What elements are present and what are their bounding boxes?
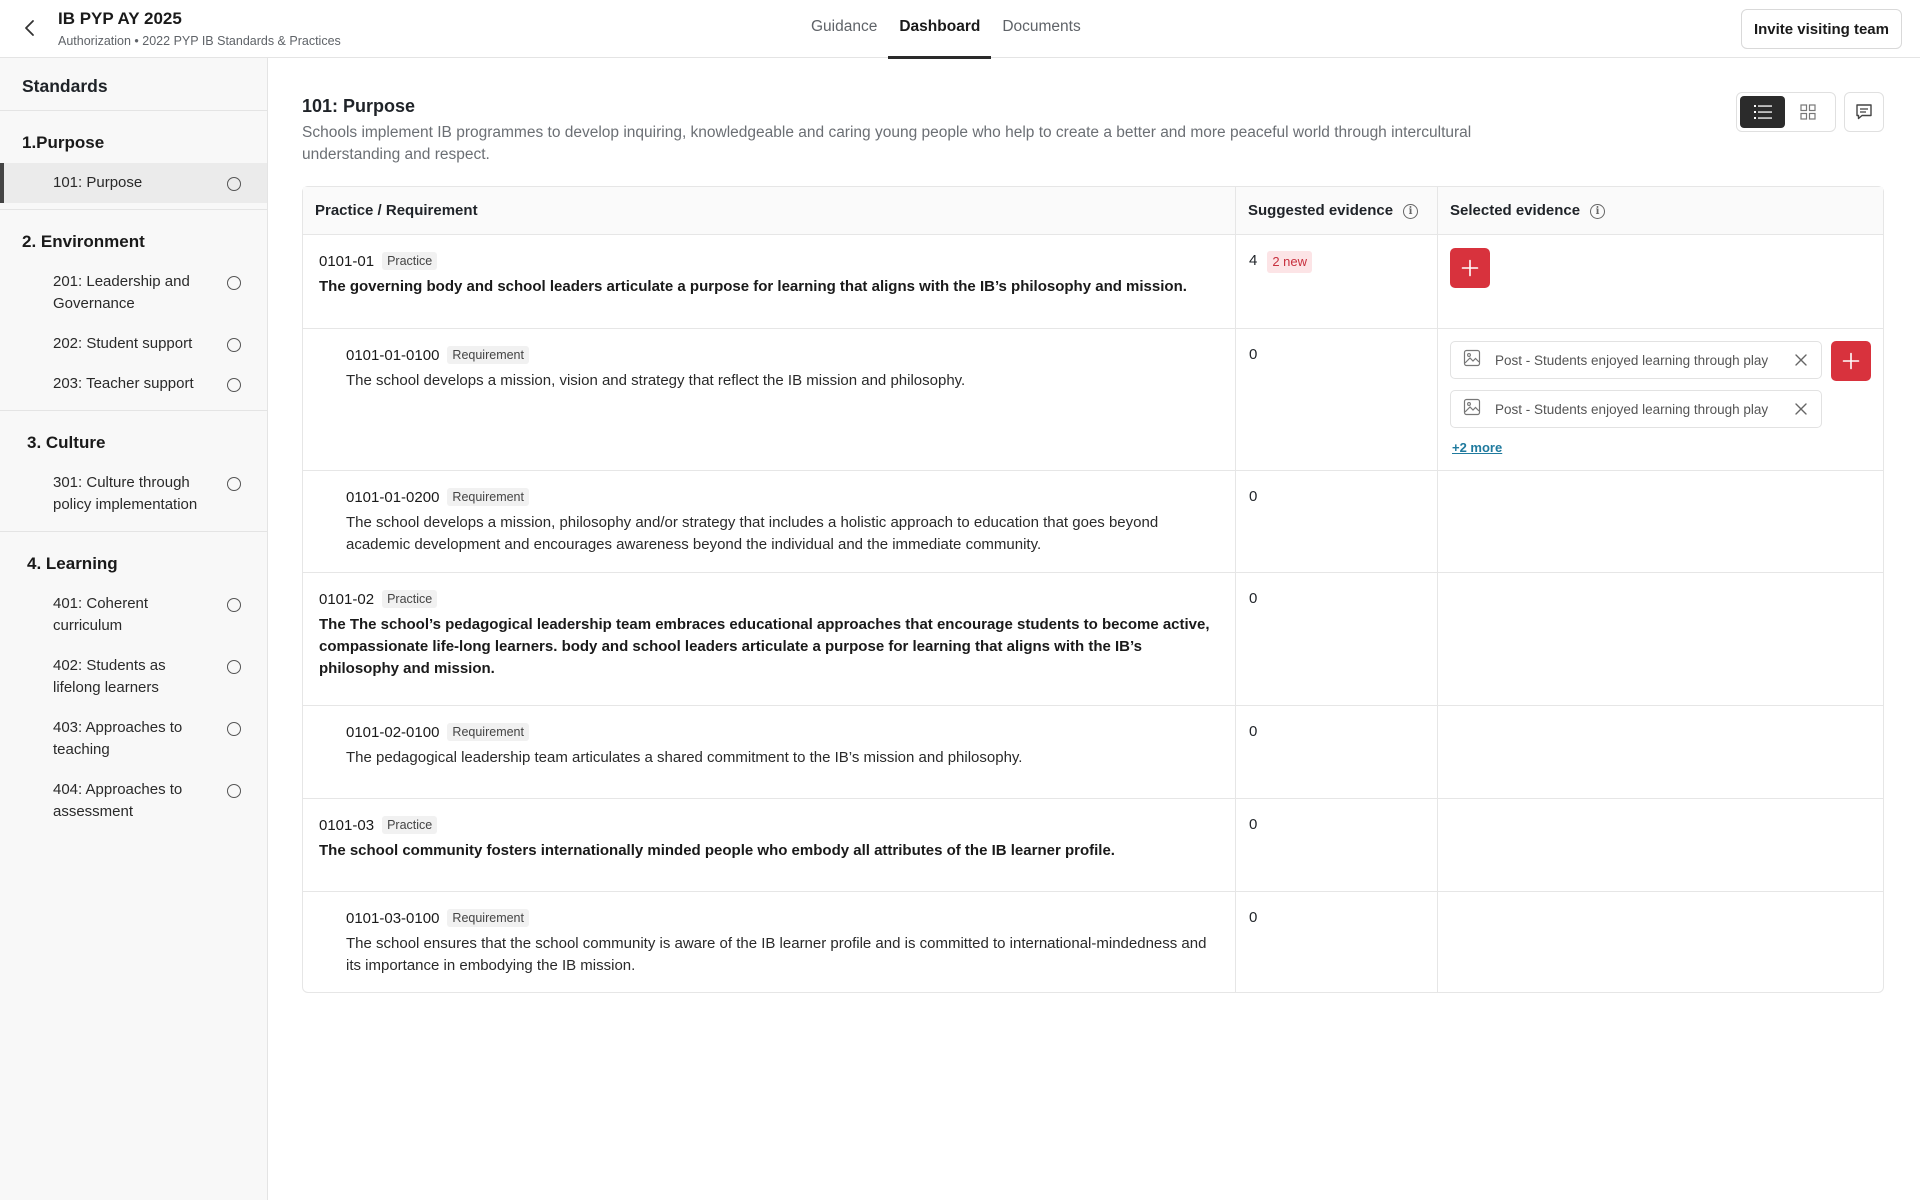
standards-table	[302, 186, 1884, 993]
requirement-code: 0101-03-0100	[346, 909, 440, 927]
invite-visiting-team-button[interactable]: Invite visiting team	[1741, 9, 1902, 49]
sidebar-title: Standards	[0, 58, 267, 111]
sidebar-item-label: 403: Approaches to teaching	[53, 719, 183, 758]
table-row	[303, 799, 1883, 892]
column-header-label: Suggested evidence	[1248, 202, 1394, 219]
practice-code: 0101-03	[319, 816, 375, 834]
selected-cell	[1438, 573, 1883, 705]
sidebar-section-title: 4. Learning	[27, 554, 118, 573]
info-icon[interactable]: i	[1590, 204, 1605, 219]
new-badge: 2 new	[1267, 251, 1312, 273]
selected-cell	[1438, 235, 1883, 328]
page-description: Schools implement IB programmes to develop inquiring, knowledgeable and caring young people who help to create a better and more peaceful world through intercultural understanding and respect.	[302, 124, 1472, 163]
selected-cell	[1438, 799, 1883, 891]
sidebar-section-title: 1.Purpose	[22, 133, 105, 152]
close-icon[interactable]	[1793, 352, 1809, 368]
type-tag: Requirement	[447, 488, 529, 506]
table-header-row	[303, 187, 1883, 235]
practice-cell	[303, 235, 1236, 328]
sidebar-item-label: 101: Purpose	[53, 174, 143, 191]
suggested-count: 0	[1249, 590, 1258, 607]
grid-view-icon[interactable]	[1785, 96, 1830, 128]
type-tag: Practice	[382, 816, 437, 834]
sidebar-section-learning	[0, 532, 267, 838]
column-header-label: Practice / Requirement	[315, 202, 478, 219]
column-header-label: Selected evidence	[1450, 202, 1581, 219]
status-circle-icon	[227, 598, 241, 612]
suggested-cell	[1236, 471, 1438, 572]
selected-cell	[1438, 892, 1883, 992]
image-icon	[1463, 349, 1481, 372]
standards-sidebar	[0, 58, 268, 1200]
table-row	[303, 706, 1883, 799]
evidence-label: Post - Students enjoyed learning through play	[1495, 401, 1769, 417]
table-row	[303, 329, 1883, 471]
sidebar-item-301-culture[interactable]	[0, 463, 267, 525]
add-evidence-button[interactable]	[1450, 248, 1490, 288]
type-tag: Requirement	[447, 346, 529, 364]
suggested-count: 0	[1249, 723, 1258, 740]
comment-icon[interactable]	[1844, 92, 1884, 132]
sidebar-section-culture	[0, 411, 267, 532]
sidebar-item-label: 301: Culture through policy implementation	[53, 474, 198, 513]
type-tag: Practice	[382, 252, 437, 270]
status-circle-icon	[227, 378, 241, 392]
evidence-chip[interactable]	[1450, 390, 1822, 428]
sidebar-item-201-leadership[interactable]	[0, 262, 267, 324]
type-tag: Practice	[382, 590, 437, 608]
sidebar-section-title: 3. Culture	[27, 433, 106, 452]
suggested-cell	[1236, 799, 1438, 891]
evidence-label: Post - Students enjoyed learning through play	[1495, 352, 1769, 368]
page-title: 101: Purpose	[302, 96, 416, 116]
sidebar-item-202-student-support[interactable]	[0, 324, 267, 364]
table-row	[303, 573, 1883, 706]
tab-documents[interactable]: Documents	[1002, 18, 1081, 35]
column-header-selected	[1438, 187, 1883, 234]
sidebar-item-label: 404: Approaches to assessment	[53, 781, 183, 820]
list-view-icon[interactable]	[1740, 96, 1785, 128]
sidebar-item-label: 201: Leadership and Governance	[53, 273, 190, 312]
sidebar-item-label: 202: Student support	[53, 335, 193, 352]
sidebar-item-label: 401: Coherent curriculum	[53, 595, 149, 634]
requirement-text: The school develops a mission, philosophy and/or strategy that includes a holistic approach to education that goes beyond academic development and encourages awareness beyond the individual and the immediate community.	[346, 514, 1159, 553]
requirement-code: 0101-01-0100	[346, 346, 440, 364]
more-evidence-link[interactable]: +2 more	[1452, 440, 1503, 455]
practice-cell	[303, 799, 1236, 891]
requirement-code: 0101-02-0100	[346, 723, 440, 741]
suggested-cell	[1236, 235, 1438, 328]
suggested-count: 0	[1249, 816, 1258, 833]
table-row	[303, 235, 1883, 329]
requirement-code: 0101-01-0200	[346, 488, 440, 506]
suggested-cell	[1236, 329, 1438, 470]
sidebar-section-purpose	[0, 111, 267, 210]
practice-code: 0101-02	[319, 590, 375, 608]
requirement-text: The school develops a mission, vision and strategy that reflect the IB mission and philosophy.	[346, 372, 966, 389]
main-content	[268, 58, 1920, 1200]
sidebar-item-203-teacher-support[interactable]	[0, 364, 267, 404]
close-icon[interactable]	[1793, 401, 1809, 417]
tab-guidance[interactable]: Guidance	[811, 18, 878, 35]
sidebar-item-101-purpose[interactable]	[0, 163, 267, 203]
sidebar-item-401-coherent-curriculum[interactable]	[0, 584, 267, 646]
sidebar-section-environment	[0, 210, 267, 411]
evidence-chip[interactable]	[1450, 341, 1822, 379]
status-circle-icon	[227, 276, 241, 290]
suggested-count: 4	[1249, 252, 1258, 269]
app-subtitle: Authorization • 2022 PYP IB Standards & Practices	[58, 34, 341, 48]
tab-dashboard[interactable]: Dashboard	[888, 0, 991, 58]
info-icon[interactable]: i	[1403, 204, 1418, 219]
top-bar	[0, 0, 1920, 58]
status-circle-icon	[227, 660, 241, 674]
sidebar-item-label: 402: Students as lifelong learners	[53, 657, 166, 696]
requirement-text: The pedagogical leadership team articulates a shared commitment to the IB’s mission and philosophy.	[346, 749, 1023, 766]
sidebar-item-402-lifelong-learners[interactable]	[0, 646, 267, 708]
add-evidence-button[interactable]	[1831, 341, 1871, 381]
suggested-cell	[1236, 892, 1438, 992]
app-title: IB PYP AY 2025	[58, 9, 182, 28]
view-toggle	[1736, 92, 1836, 132]
suggested-count: 0	[1249, 488, 1258, 505]
sidebar-item-404-approaches-assessment[interactable]	[0, 770, 267, 832]
selected-cell	[1438, 329, 1883, 470]
requirement-cell	[303, 471, 1236, 572]
status-circle-icon	[227, 477, 241, 491]
suggested-cell	[1236, 706, 1438, 798]
practice-text: The governing body and school leaders articulate a purpose for learning that aligns with the IB’s philosophy and mission.	[319, 278, 1187, 295]
main-nav	[800, 0, 1092, 58]
type-tag: Requirement	[447, 909, 529, 927]
table-row	[303, 892, 1883, 992]
requirement-text: The school ensures that the school community is aware of the IB learner profile and is committed to international-mindedness and its importance in embodying the IB mission.	[346, 935, 1207, 974]
requirement-cell	[303, 329, 1236, 470]
column-header-suggested	[1236, 187, 1438, 234]
requirement-cell	[303, 706, 1236, 798]
status-circle-icon	[227, 338, 241, 352]
suggested-count: 0	[1249, 346, 1258, 363]
back-arrow-icon[interactable]	[18, 16, 42, 40]
status-circle-icon	[227, 722, 241, 736]
sidebar-item-403-approaches-teaching[interactable]	[0, 708, 267, 770]
sidebar-item-label: 203: Teacher support	[53, 375, 194, 392]
column-header-practice	[303, 187, 1236, 234]
suggested-cell	[1236, 573, 1438, 705]
table-row	[303, 471, 1883, 573]
practice-text: The The school’s pedagogical leadership team embraces educational approaches that encourage students to become active, compassionate life-long learners. body and school leaders articulate a purpose for learning that aligns with the IB’s philosophy and mission.	[319, 616, 1210, 677]
practice-cell	[303, 573, 1236, 705]
type-tag: Requirement	[447, 723, 529, 741]
requirement-cell	[303, 892, 1236, 992]
selected-cell	[1438, 706, 1883, 798]
practice-code: 0101-01	[319, 252, 375, 270]
suggested-count: 0	[1249, 909, 1258, 926]
sidebar-section-title: 2. Environment	[22, 232, 145, 251]
practice-text: The school community fosters internationally minded people who embody all attributes of the IB learner profile.	[319, 842, 1115, 859]
status-circle-icon	[227, 177, 241, 191]
status-circle-icon	[227, 784, 241, 798]
image-icon	[1463, 398, 1481, 421]
selected-cell	[1438, 471, 1883, 572]
